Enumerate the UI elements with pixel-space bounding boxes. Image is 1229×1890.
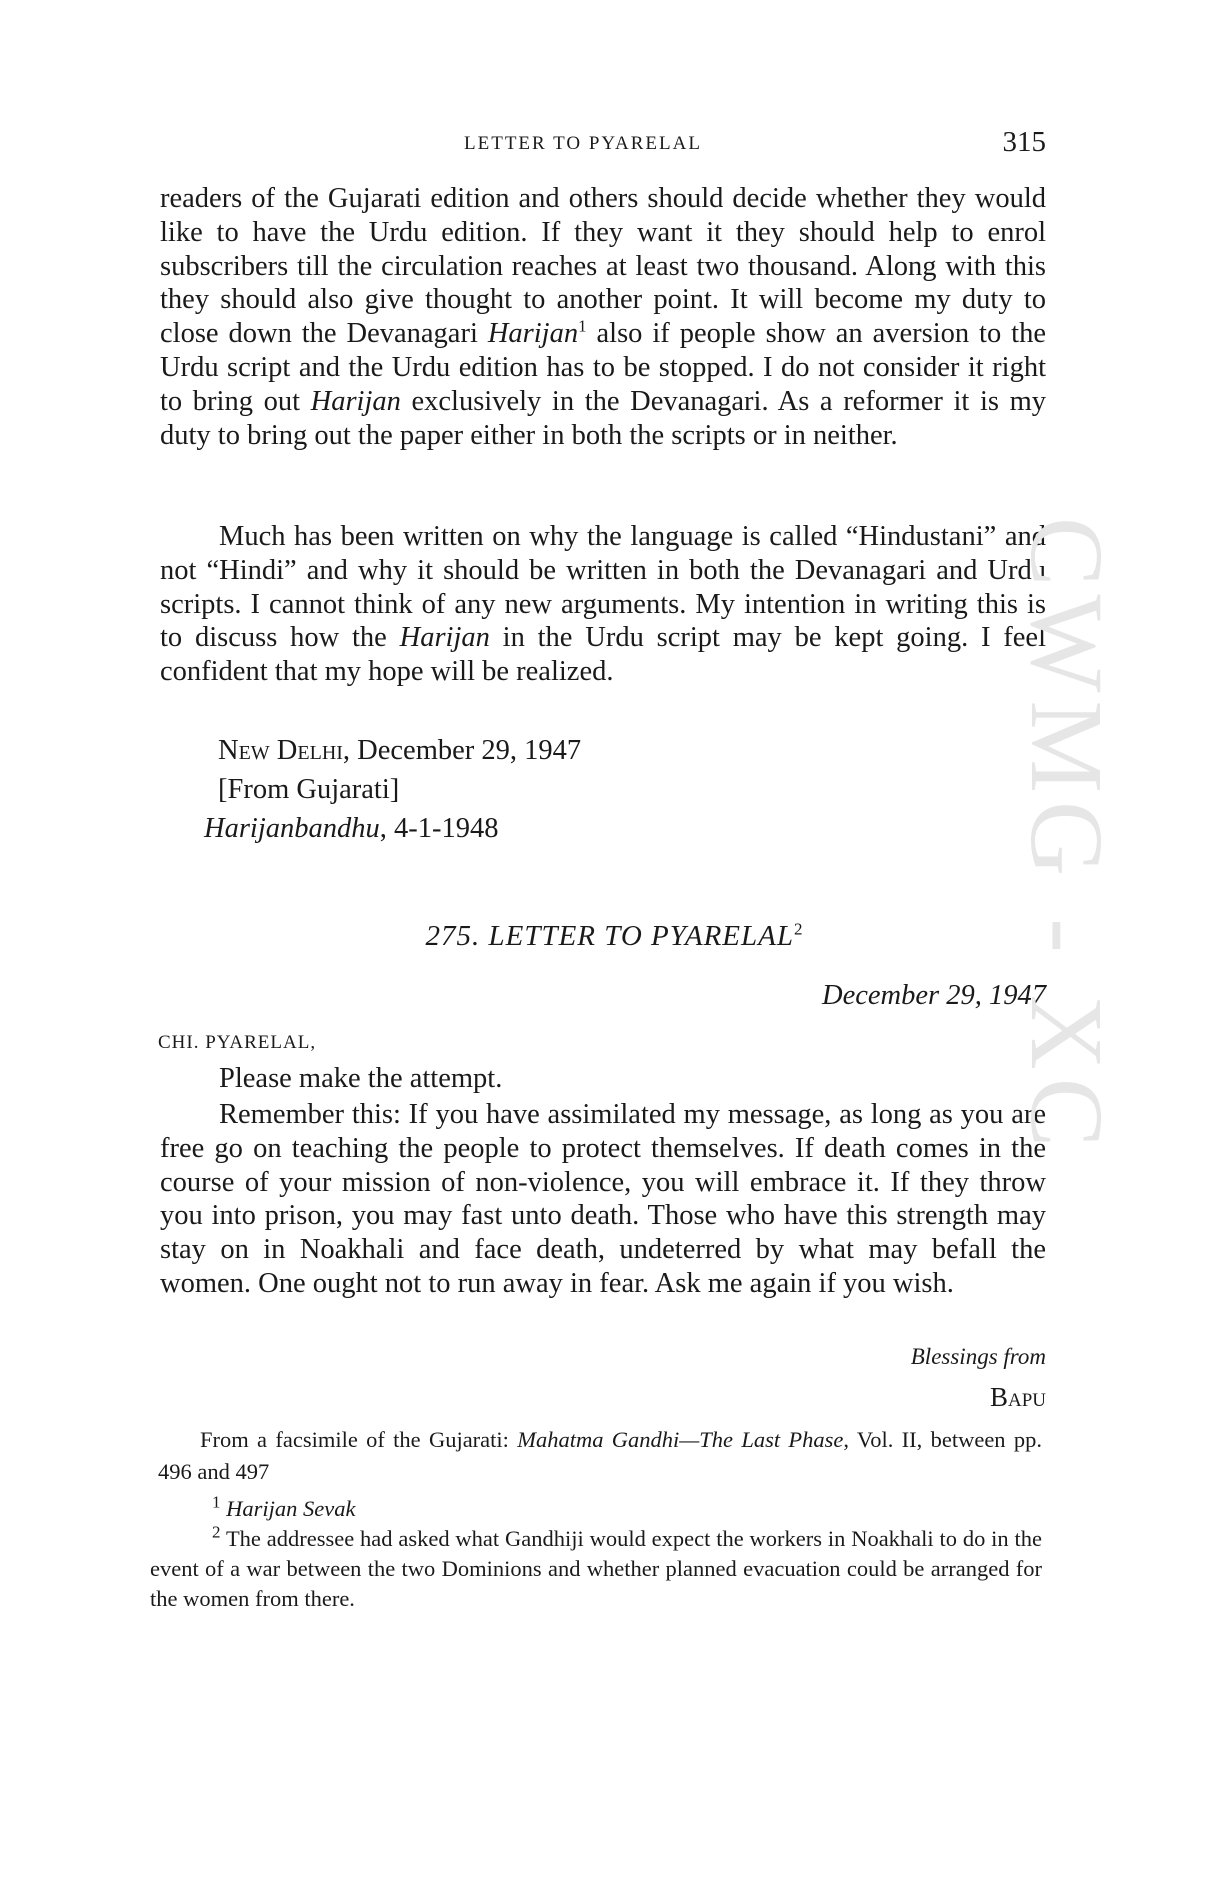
footnote-ref-2: 2 xyxy=(794,919,804,939)
dateline-source: [From Gujarati] xyxy=(218,774,400,805)
closing: Blessings from xyxy=(910,1344,1046,1369)
footnote-2-text: The addressee had asked what Gandhiji would expect the workers in Noakhali to do in the event of a war between the two Dominions and whether planned evacuation could be arranged for the women from there. xyxy=(150,1526,1043,1611)
publication-title: Harijanbandhu xyxy=(204,813,380,844)
source-prefix: From a facsimile of the Gujarati: xyxy=(200,1427,518,1452)
paragraph-1-text-c: exclusively in the Devanagari. As a reformer it is my duty to bring out the paper either in both the scripts or in neither. xyxy=(160,385,1046,451)
paragraph-1-text-a: readers of the Gujarati edition and others should decide whether they would like to have the Urdu edition. If they want it they should help to enrol subscribers till the circulation reaches at least two thousand. Along with this they should also give thought to another point. It will become my duty to close down the Devanagari xyxy=(160,183,1046,350)
dateline-publication xyxy=(204,812,499,845)
paragraph-1 xyxy=(160,182,1046,452)
footnote-1-text: Harijan Sevak xyxy=(226,1496,356,1521)
source-title: Mahatma Gandhi—The Last Phase xyxy=(517,1427,844,1452)
paragraph-1-text-b: also if people show an aversion to the Urdu script and the Urdu edition has to be stopped. I do not consider it right to bring out xyxy=(160,318,1046,417)
page-number: 315 xyxy=(1002,126,1046,158)
letter-date: December 29, 1947 xyxy=(822,980,1046,1011)
dateline-city: New Delhi xyxy=(218,735,343,766)
footnote-2 xyxy=(150,1524,1042,1614)
source-suffix: , Vol. II, between pp. 496 and 497 xyxy=(158,1427,1042,1484)
paragraph-2 xyxy=(160,520,1046,689)
letter-paragraph-1-text: Please make the attempt. xyxy=(219,1063,503,1094)
footnote-2-number: 2 xyxy=(212,1522,221,1542)
dateline-place xyxy=(218,734,581,767)
dateline-date: , December 29, 1947 xyxy=(342,735,582,766)
source-note xyxy=(158,1424,1042,1488)
watermark: CWMG - XC xyxy=(1009,517,1124,1156)
paragraph-2-text-a: Much has been written on why the language is called “Hindustani” and not “Hindi” and why it should be written in both the Devanagari and Urdu scripts. I cannot think of any new arguments. My intention in writing this is to discuss how the xyxy=(160,521,1046,654)
letter-paragraph-1 xyxy=(160,1062,1046,1096)
paragraph-2-text-b: in the Urdu script may be kept going. I feel confident that my hope will be realized. xyxy=(160,622,1046,688)
publication-date: , 4-1-1948 xyxy=(379,813,499,844)
letter-heading-text: 275. LETTER TO PYARELAL xyxy=(425,920,794,952)
footnote-ref-1: 1 xyxy=(578,316,587,336)
letter-paragraph-2 xyxy=(160,1098,1046,1301)
harijan-italic: Harijan xyxy=(487,318,579,350)
salutation: CHI. PYARELAL, xyxy=(158,1032,317,1053)
footnote-1-number: 1 xyxy=(212,1492,221,1512)
running-title: LETTER TO PYARELAL xyxy=(464,133,702,154)
harijan-italic: Harijan xyxy=(310,385,401,417)
signature: Bapu xyxy=(989,1382,1046,1412)
footnotes xyxy=(150,1494,1042,1614)
footnote-1 xyxy=(150,1494,1042,1524)
harijan-italic: Harijan xyxy=(399,622,490,654)
letter-paragraph-2-text: Remember this: If you have assimilated my message, as long as you are free go on teaching the people to protect themselves. If death comes in the course of your mission of non-violence, you will embrace it. If they throw you into prison, you may fast unto death. Those who have this strength may stay on in Noakhali and face death, undeterred by what may befall the women. One ought not to run away in fear. Ask me again if you wish. xyxy=(160,1099,1046,1299)
